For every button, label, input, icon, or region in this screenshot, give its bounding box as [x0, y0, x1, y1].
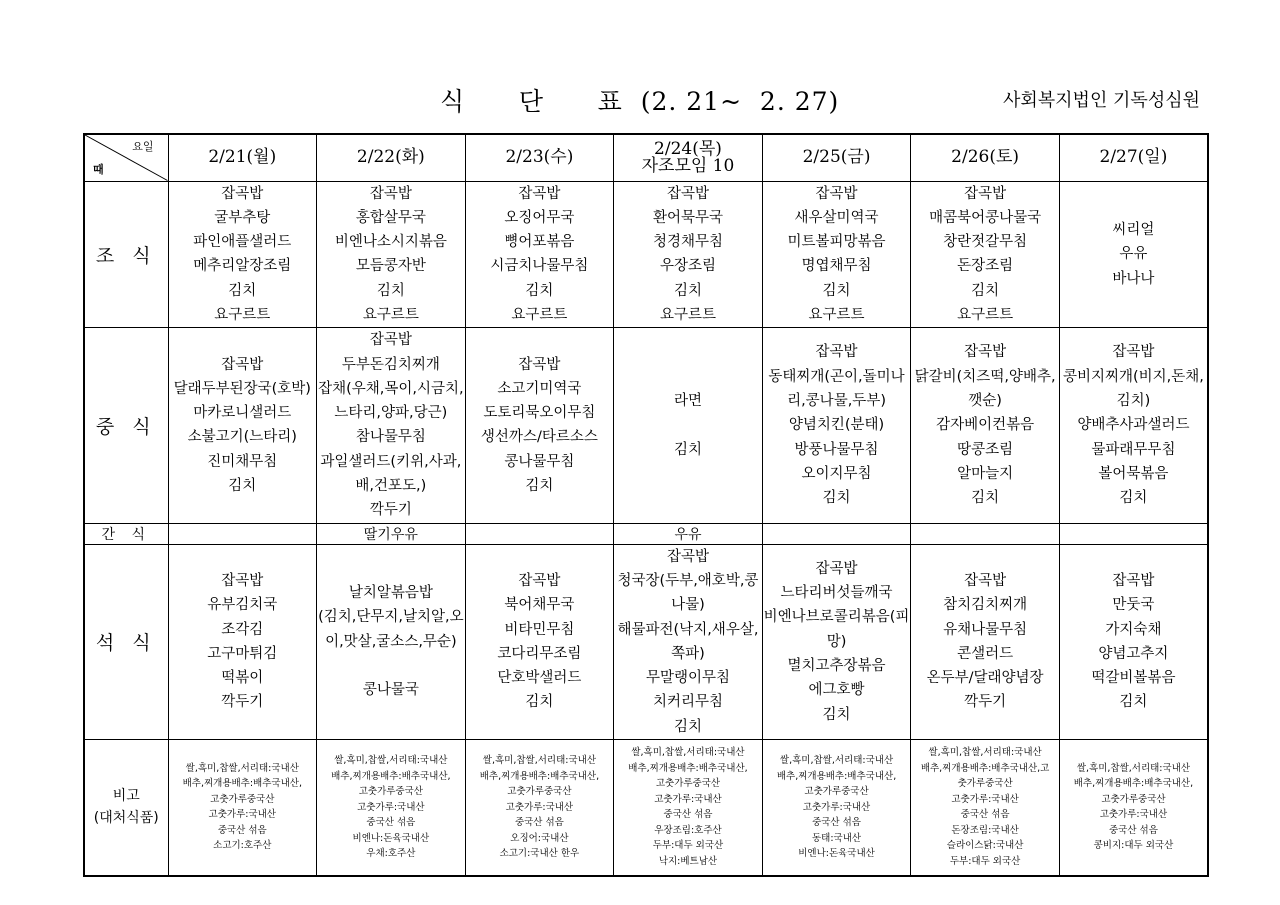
remarks-label-line: 비고 [112, 788, 140, 805]
snack-label: 간 식 [84, 523, 168, 544]
breakfast-cell [614, 181, 763, 328]
menu-item: 유채나물무침 [943, 621, 1028, 638]
dinner-cell [614, 544, 763, 739]
meal-label: 때 [93, 162, 104, 176]
menu-item: 코다리무조림 [497, 645, 582, 662]
menu-item: 방풍나물무침 [794, 441, 879, 458]
lunch-cell [1059, 328, 1208, 523]
menu-item: 김치 [228, 478, 257, 495]
menu-item: 만둣국 [1112, 597, 1155, 614]
menu-item: 고구마튀김 [207, 645, 278, 662]
menu-item: 김치 [971, 282, 1000, 299]
menu-item: 양념치킨(분태) [788, 417, 885, 434]
menu-item: 김치 [673, 718, 702, 735]
menu-item: 잡곡밥 [815, 560, 858, 577]
menu-item: 북어채무국 [504, 597, 575, 614]
dinner-cell [1059, 544, 1208, 739]
menu-item: 마카로니샐러드 [193, 405, 292, 422]
menu-item: 잡곡밥 [1112, 344, 1155, 361]
menu-item: 동태찌개(곤이,돌미나리,콩나물,두부) [768, 368, 905, 410]
remark-line: 중국산 섞음 [217, 824, 267, 836]
remark-line: 춧가루중국산 [957, 778, 1013, 790]
day-header: 2/24(목) 자조모임 10 [614, 134, 763, 181]
menu-item: 씨리얼 [1112, 221, 1155, 238]
menu-item: 떡갈비볼볶음 [1091, 670, 1176, 687]
remark-line: 비엔나:돈육국내산 [352, 832, 430, 844]
menu-item: 해물파전(낙지,새우살,쪽파) [617, 621, 759, 662]
snack-cell: 우유 [614, 523, 763, 544]
snack-cell [762, 523, 911, 544]
menu-item: 잡곡밥 [964, 572, 1007, 589]
menu-item: 콩나물무침 [504, 453, 575, 470]
menu-item: 김치 [673, 441, 702, 458]
remark-line: 고춧가루중국산 [804, 786, 869, 798]
menu-item: 홍합살무국 [355, 209, 426, 226]
menu-item: 깍두기 [964, 694, 1007, 711]
menu-item: 달래두부된장국(호박) [173, 380, 311, 397]
menu-item: 잡곡밥 [666, 185, 709, 202]
breakfast-label: 조 식 [84, 181, 168, 328]
menu-item: 요구르트 [957, 306, 1014, 323]
menu-item: 닭갈비(치즈떡,양배추,깻순) [914, 368, 1056, 410]
menu-item: 요구르트 [511, 306, 568, 323]
remarks-label [84, 740, 168, 876]
day-header: 2/26(토) [911, 134, 1060, 181]
menu-item: 깍두기 [369, 502, 412, 519]
menu-item: 잡곡밥 [221, 356, 264, 373]
remark-line: 소고기:호주산 [213, 840, 272, 852]
menu-item [317, 654, 465, 678]
menu-item: 오징어무국 [504, 209, 575, 226]
breakfast-row [84, 181, 1208, 328]
lunch-label: 중 식 [84, 328, 168, 523]
menu-item: 생선까스/타르소스 [480, 429, 598, 446]
menu-item: 우유 [1119, 246, 1148, 263]
menu-item: 잡곡밥 [815, 344, 858, 361]
lunch-cell [317, 328, 466, 523]
breakfast-cell [762, 181, 911, 328]
menu-item: 잡곡밥 [1112, 572, 1155, 589]
menu-item: 라면 [673, 393, 702, 410]
lunch-cell [911, 328, 1060, 523]
day-header: 2/23(수) [465, 134, 614, 181]
menu-item: 김치 [525, 478, 554, 495]
menu-item: 모듬콩자반 [355, 258, 426, 275]
menu-item: 오이지무침 [801, 465, 872, 482]
menu-item: 양념고추지 [1098, 645, 1169, 662]
remark-line: 배추,찌개용배추:배추국내산, [776, 770, 897, 782]
menu-item: 진미채무침 [207, 453, 278, 470]
remark-line: 배추,찌개용배추:배추국내산,고 [920, 762, 1050, 774]
dinner-row [84, 544, 1208, 739]
remark-line: 중국산 섞음 [1108, 824, 1158, 836]
remark-line: 중국산 섞음 [514, 817, 564, 829]
menu-item: 콩비지찌개(비지,돈채,김치) [1062, 368, 1204, 410]
menu-item: 에그호빵 [808, 682, 865, 699]
remark-line: 배추,찌개용배추:배추국내산, [182, 778, 302, 790]
menu-item: 잡채(우채,목이,시금치,느타리,양파,당근) [318, 380, 464, 422]
menu-item: 알마늘지 [957, 465, 1014, 482]
menu-item: 소고기미역국 [497, 380, 582, 397]
menu-item: 잡곡밥 [815, 185, 858, 202]
menu-item: 콘샐러드 [957, 645, 1014, 662]
lunch-cell [762, 328, 911, 523]
menu-item: 요구르트 [659, 306, 716, 323]
menu-item: 우장조림 [659, 258, 716, 275]
lunch-cell [465, 328, 614, 523]
menu-item: 미트볼피망볶음 [787, 234, 886, 251]
menu-item: 청국장(두부,애호박,콩나물) [617, 572, 759, 614]
menu-item: 잡곡밥 [518, 572, 561, 589]
breakfast-cell [465, 181, 614, 328]
menu-item: 참치김치찌개 [943, 597, 1028, 614]
day-header: 2/21(월) [168, 134, 317, 181]
dinner-cell [762, 544, 911, 739]
remark-line: 우채:호주산 [366, 848, 416, 860]
menu-item: 굴부추탕 [214, 209, 271, 226]
remark-line: 고춧가루:국내산 [951, 793, 1019, 805]
remarks-label-line: (대처식품) [93, 810, 159, 827]
menu-item: 땅콩조림 [957, 441, 1014, 458]
remark-line: 두부:대두 외국산 [949, 855, 1021, 867]
day-header: 2/22(화) [317, 134, 466, 181]
remark-line: 쌀,흑미,찹쌀,서리태:국내산 [631, 747, 745, 759]
menu-item: 김치 [971, 490, 1000, 507]
menu-item: 가지숙채 [1105, 621, 1162, 638]
dinner-cell [465, 544, 614, 739]
menu-item: 조각김 [221, 621, 264, 638]
menu-item: 잡곡밥 [369, 185, 412, 202]
menu-item: 요구르트 [362, 306, 419, 323]
weekly-menu-table [83, 133, 1209, 877]
corner-cell [84, 134, 168, 181]
menu-item: 잡곡밥 [666, 548, 709, 565]
menu-item: 잡곡밥 [221, 185, 264, 202]
menu-item: 바나나 [1112, 270, 1155, 287]
remark-line: 고춧가루중국산 [1101, 793, 1166, 805]
remark-line: 쌀,흑미,찹쌀,서리태:국내산 [482, 755, 597, 767]
day-label: 요일 [132, 140, 154, 153]
remark-line: 고춧가루:국내산 [505, 801, 574, 813]
menu-item: 김치 [1119, 490, 1148, 507]
lunch-cell [168, 328, 317, 523]
remark-line: 쌀,흑미,찹쌀,서리태:국내산 [928, 747, 1042, 759]
remark-line: 오징어:국내산 [510, 832, 569, 844]
remark-line: 동태:국내산 [811, 832, 862, 844]
remark-line: 중국산 섞음 [812, 817, 861, 829]
menu-item: 잡곡밥 [221, 572, 264, 589]
remark-line: 우장조림:호주산 [654, 824, 722, 836]
menu-item: (김치,단무지,날치알,오이,맛살,굴소스,무순) [318, 609, 464, 650]
dinner-cell [911, 544, 1060, 739]
menu-item: 양배추사과샐러드 [1077, 417, 1190, 434]
snack-cell [911, 523, 1060, 544]
remarks-cell [317, 740, 466, 876]
menu-item: 김치 [525, 694, 554, 711]
remark-line: 고춧가루:국내산 [208, 809, 276, 821]
menu-item: 김치 [822, 706, 851, 723]
snack-cell [465, 523, 614, 544]
lunch-cell [614, 328, 763, 523]
breakfast-cell [317, 181, 466, 328]
menu-item: 단호박샐러드 [497, 670, 582, 687]
menu-item: 유부김치국 [207, 597, 278, 614]
remark-line: 슬라이스닭:국내산 [946, 840, 1024, 852]
snack-cell [168, 523, 317, 544]
remark-line: 고춧가루:국내산 [357, 801, 425, 813]
menu-item: 환어묵무국 [652, 209, 723, 226]
remarks-cell [614, 740, 763, 876]
menu-item: 메추리알장조림 [193, 258, 292, 275]
header-row [84, 134, 1208, 181]
menu-item: 콩나물국 [362, 682, 419, 699]
menu-item: 깍두기 [221, 694, 264, 711]
menu-item: 잡곡밥 [518, 356, 561, 373]
remark-line: 배추,찌개용배추:배추국내산, [1073, 778, 1194, 790]
breakfast-cell [168, 181, 317, 328]
remark-line: 중국산 섞음 [366, 817, 416, 829]
remark-line: 돈장조림:국내산 [951, 824, 1019, 836]
menu-item: 볼어묵볶음 [1098, 465, 1169, 482]
remarks-cell [762, 740, 911, 876]
remark-line: 쌀,흑미,찹쌀,서리태:국내산 [1076, 762, 1191, 774]
lunch-row [84, 328, 1208, 523]
remarks-row [84, 740, 1208, 876]
remarks-cell [1059, 740, 1208, 876]
menu-item: 치커리무침 [652, 694, 723, 711]
dinner-label: 석 식 [84, 544, 168, 739]
menu-item: 잡곡밥 [518, 185, 561, 202]
remarks-cell [465, 740, 614, 876]
menu-item: 김치 [228, 282, 257, 299]
menu-item: 파인애플샐러드 [193, 234, 292, 251]
menu-item: 느타리버섯들깨국 [780, 585, 893, 602]
remark-line: 낙지:베트남산 [658, 855, 718, 867]
remark-line: 배추,찌개용배추:배추국내산, [479, 770, 600, 782]
menu-item: 매콤북어콩나물국 [929, 209, 1042, 226]
menu-item: 창란젓갈무침 [943, 234, 1028, 251]
menu-item: 비타민무침 [504, 621, 575, 638]
remark-line: 고춧가루중국산 [507, 786, 572, 798]
snack-cell [1059, 523, 1208, 544]
menu-item: 뼝어포볶음 [504, 234, 575, 251]
snack-cell: 딸기우유 [317, 523, 466, 544]
menu-item [614, 413, 762, 437]
menu-item: 참나물무침 [355, 429, 426, 446]
remark-line: 비엔나:돈육국내산 [798, 848, 875, 860]
menu-item: 날치알볶음밥 [348, 585, 433, 602]
menu-item: 소불고기(느타리) [187, 429, 297, 446]
menu-item: 김치 [822, 282, 851, 299]
menu-item: 김치 [673, 282, 702, 299]
menu-item: 도토리묵오이무침 [483, 405, 596, 422]
breakfast-cell [911, 181, 1060, 328]
day-header: 2/27(일) [1059, 134, 1208, 181]
organization-name: 사회복지법인 기독성심원 [1003, 90, 1200, 111]
menu-item: 비엔나소시지볶음 [334, 234, 447, 251]
remark-line: 고춧가루:국내산 [654, 793, 722, 805]
remark-line: 중국산 섞음 [663, 809, 713, 821]
remarks-cell [168, 740, 317, 876]
menu-item: 잡곡밥 [964, 344, 1007, 361]
menu-item: 김치 [822, 490, 851, 507]
menu-item: 물파래무무침 [1091, 441, 1176, 458]
dinner-cell [317, 544, 466, 739]
remark-line: 중국산 섞음 [960, 809, 1010, 821]
remark-line: 쌀,흑미,찹쌀,서리태:국내산 [334, 755, 448, 767]
menu-item: 온두부/달래양념장 [926, 670, 1044, 687]
remark-line: 고춧가루중국산 [210, 793, 275, 805]
menu-item: 멸치고추장볶음 [787, 657, 886, 674]
breakfast-cell [1059, 181, 1208, 328]
menu-item: 요구르트 [214, 306, 271, 323]
remark-line: 고춧가루:국내산 [1099, 809, 1168, 821]
menu-item: 청경채무침 [652, 234, 723, 251]
day-header: 2/25(금) [762, 134, 911, 181]
remark-line: 쌀,흑미,찹쌀,서리태:국내산 [779, 755, 894, 767]
remark-line: 배추,찌개용배추:배추국내산, [628, 762, 748, 774]
remarks-cell [911, 740, 1060, 876]
menu-item: 떡볶이 [221, 670, 264, 687]
snack-row [84, 523, 1208, 544]
menu-item: 잡곡밥 [369, 332, 412, 349]
remark-line: 고춧가루중국산 [655, 778, 721, 790]
menu-item: 무말랭이무침 [645, 670, 730, 687]
menu-item: 감자베이컨볶음 [936, 417, 1035, 434]
remark-line: 배추,찌개용배추:배추국내산, [331, 770, 451, 782]
menu-title: 식 단 표 (2. 21~ 2. 27) [440, 87, 840, 116]
menu-item: 명엽채무침 [801, 258, 872, 275]
menu-item: 두부돈김치찌개 [341, 356, 440, 373]
menu-item: 돈장조림 [957, 258, 1014, 275]
menu-item: 새우살미역국 [794, 209, 879, 226]
menu-item: 비엔나브로콜리볶음(피망) [763, 609, 910, 650]
menu-item: 잡곡밥 [964, 185, 1007, 202]
remark-line: 두부:대두 외국산 [652, 840, 724, 852]
remark-line: 소고기:국내산 한우 [499, 848, 580, 860]
menu-item: 김치 [1119, 694, 1148, 711]
menu-item: 김치 [525, 282, 554, 299]
menu-item: 과일샐러드(키위,사과,배,건포도,) [320, 453, 462, 495]
menu-item: 요구르트 [808, 306, 865, 323]
remark-line: 고춧가루:국내산 [802, 801, 871, 813]
menu-item: 김치 [376, 282, 405, 299]
remark-line: 고춧가루중국산 [358, 786, 423, 798]
menu-item: 시금치나물무침 [490, 258, 589, 275]
dinner-cell [168, 544, 317, 739]
remark-line: 콩비지:대두 외국산 [1093, 840, 1174, 852]
remark-line: 쌀,흑미,찹쌀,서리태:국내산 [185, 762, 299, 774]
